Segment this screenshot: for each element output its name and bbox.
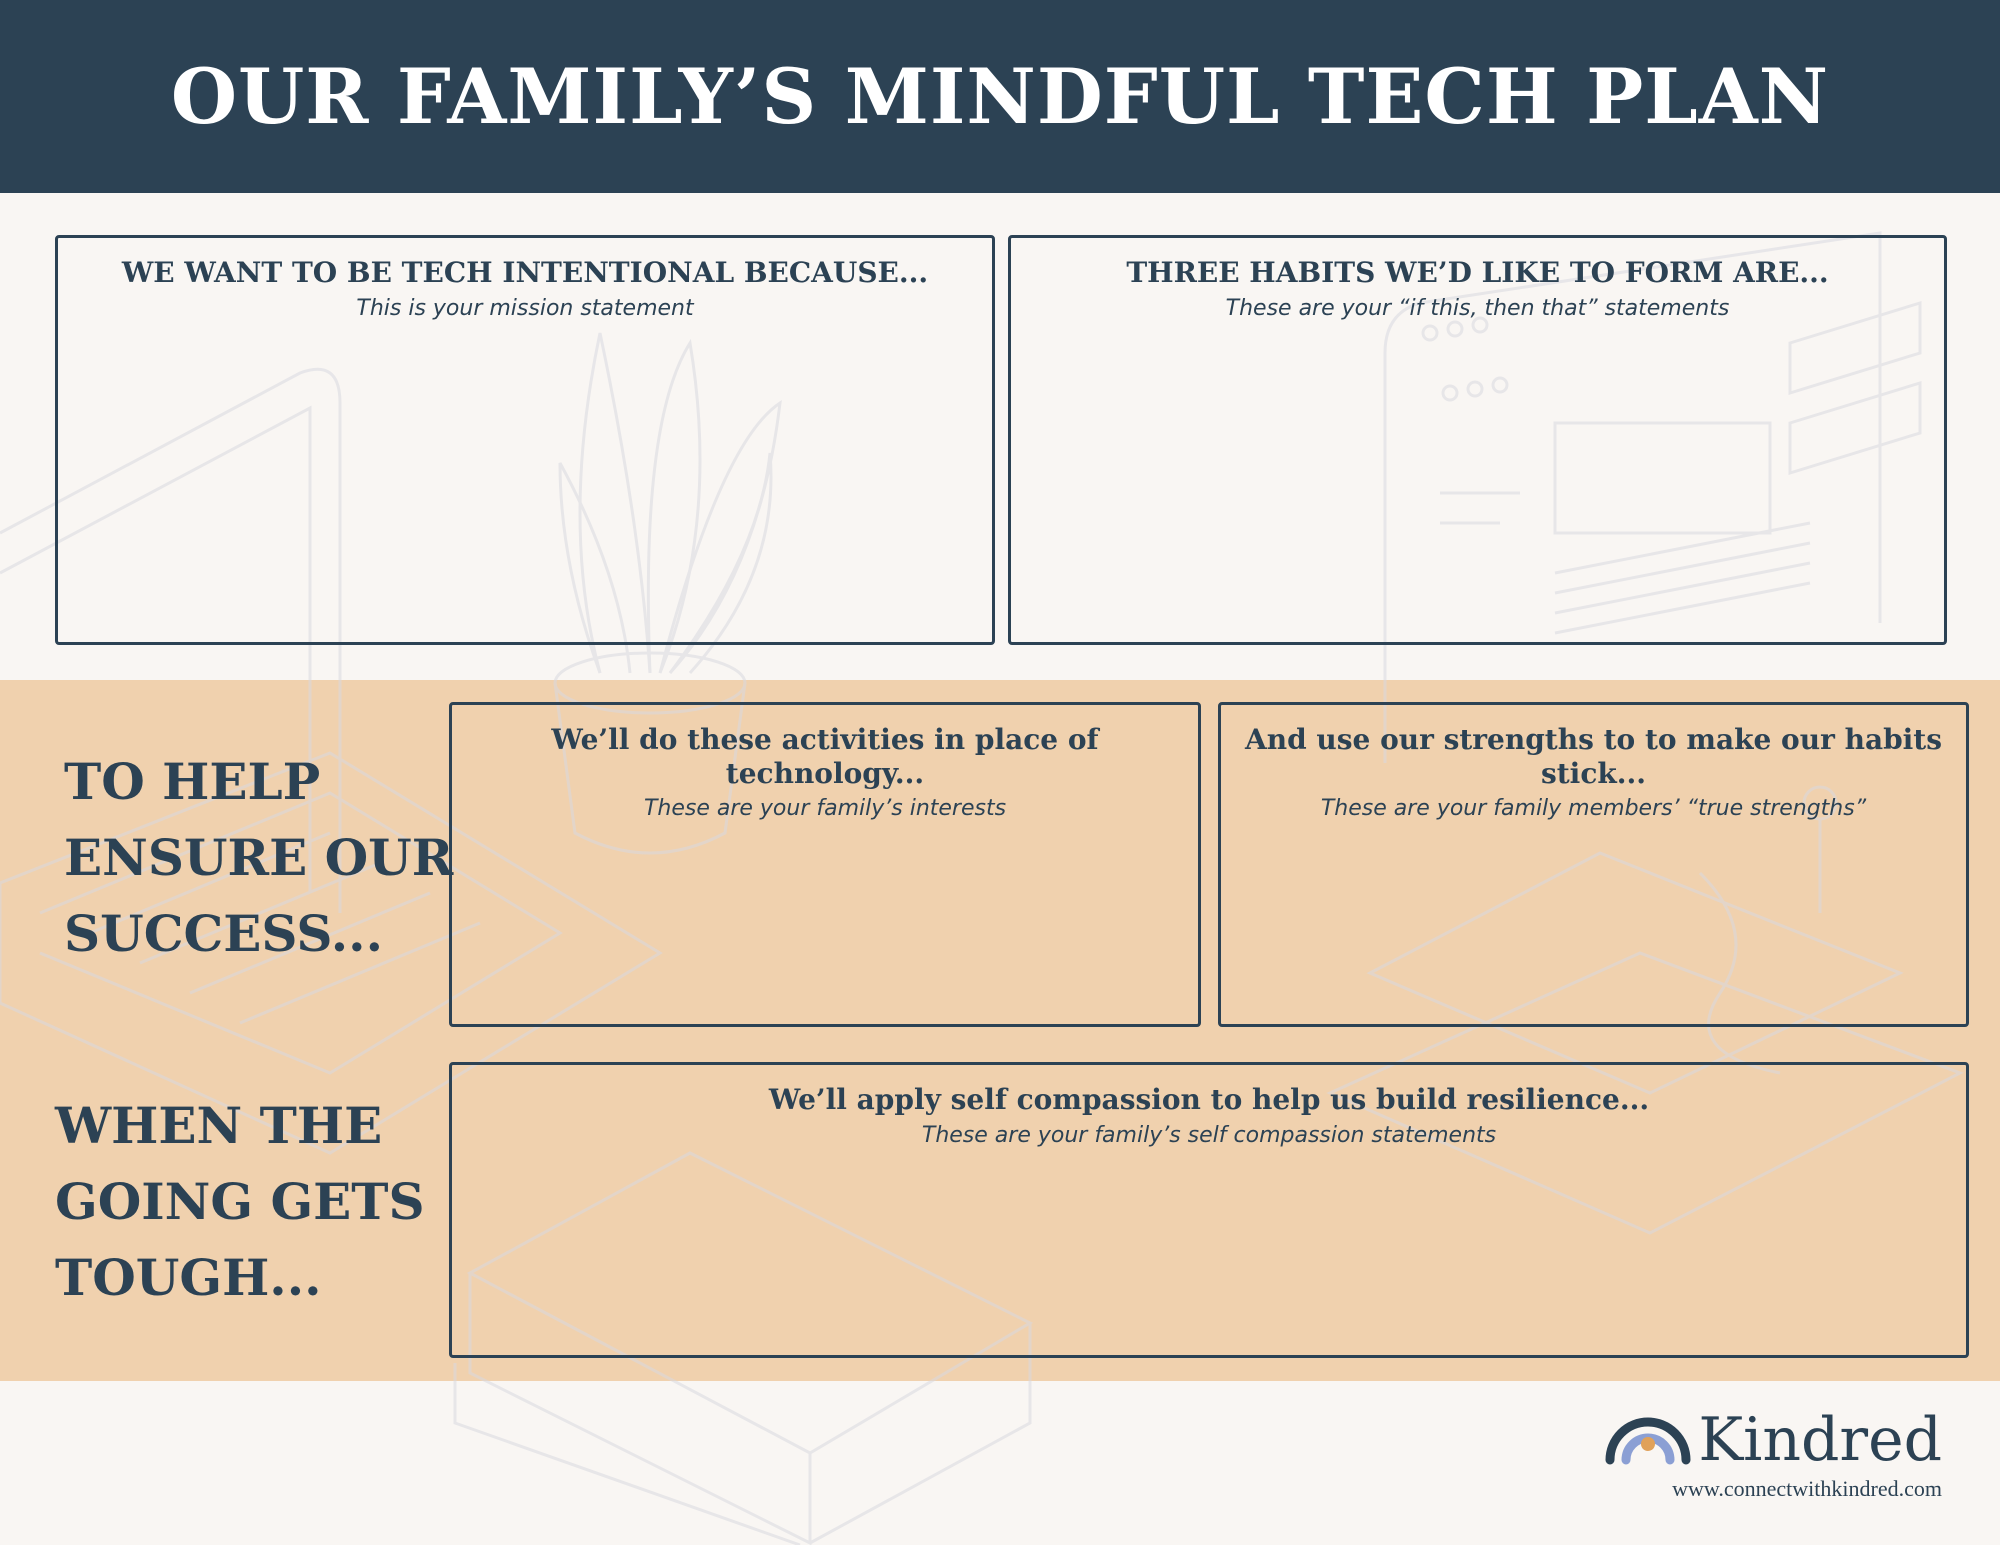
habits-box[interactable] xyxy=(1008,235,1947,645)
tough-label-line: TOUGH... xyxy=(55,1248,322,1307)
tough-label xyxy=(55,1088,425,1316)
habits-box-title: THREE HABITS WE’D LIKE TO FORM ARE... xyxy=(1126,256,1829,289)
success-label-line: TO HELP xyxy=(64,752,321,811)
compassion-box-subtitle: These are your family’s self compassion statements xyxy=(921,1122,1497,1148)
success-label-line: SUCCESS... xyxy=(64,904,383,963)
strengths-box[interactable] xyxy=(1218,702,1969,1027)
tough-label-line: WHEN THE xyxy=(55,1096,383,1155)
mission-box-title: WE WANT TO BE TECH INTENTIONAL BECAUSE... xyxy=(121,256,929,289)
brand-url[interactable]: www.connectwithkindred.com xyxy=(1672,1476,1942,1501)
brand-block xyxy=(1604,1405,1942,1502)
brand-name: Kindred xyxy=(1698,1405,1942,1475)
page-title: OUR FAMILY’S MINDFUL TECH PLAN xyxy=(170,52,1830,141)
page-header xyxy=(0,0,2000,193)
strengths-box-subtitle: These are your family members’ “true strengths” xyxy=(1320,796,1867,822)
compassion-box-title: We’ll apply self compassion to help us build resilience... xyxy=(768,1083,1650,1116)
activities-box[interactable] xyxy=(449,702,1201,1027)
tough-label-line: GOING GETS xyxy=(55,1172,425,1231)
success-label xyxy=(64,744,453,972)
mission-box-subtitle: This is your mission statement xyxy=(356,295,694,321)
success-label-line: ENSURE OUR xyxy=(64,828,454,887)
activities-box-title: We’ll do these activities in place of technology... xyxy=(551,723,1099,790)
brand-logo xyxy=(1604,1405,1942,1475)
rainbow-arc-icon xyxy=(1604,1414,1692,1466)
activities-box-subtitle: These are your family’s interests xyxy=(643,796,1007,822)
mission-box[interactable] xyxy=(55,235,995,645)
compassion-box[interactable] xyxy=(449,1062,1969,1358)
strengths-box-title: And use our strengths to to make our habits stick... xyxy=(1244,723,1943,790)
habits-box-subtitle: These are your “if this, then that” statements xyxy=(1225,295,1730,321)
